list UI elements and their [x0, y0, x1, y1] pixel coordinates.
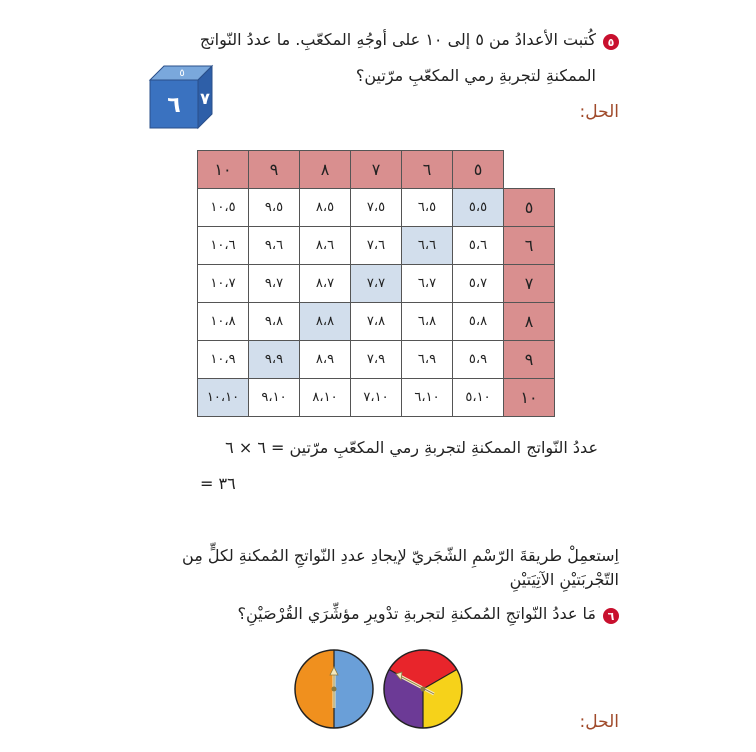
row-header: ٧	[504, 265, 555, 303]
outcome-cell: ٧،٨	[351, 303, 402, 341]
answer-equation-line-1: عددُ النّواتج الممكنةِ لتجربةِ رمي المكعّبِ مرّتين = ٦ × ٦	[225, 438, 598, 457]
row-header: ٦	[504, 227, 555, 265]
outcome-cell: ١٠،٨	[198, 303, 249, 341]
column-header: ١٠	[198, 151, 249, 189]
row-header: ٩	[504, 341, 555, 379]
die-front-face: ٦	[167, 93, 181, 118]
column-header: ٧	[351, 151, 402, 189]
question-6-text: مَا عددُ النّواتجِ المُمكنةِ لتجربةِ تدْويرِ مؤشِّرَي القُرْصَيْنِ؟	[237, 604, 596, 623]
outcome-cell: ٨،٦	[300, 227, 351, 265]
spinner-two-color	[293, 648, 375, 730]
outcomes-table	[197, 150, 555, 417]
column-header: ٩	[249, 151, 300, 189]
question-6-badge: ٦	[603, 608, 619, 624]
outcome-cell: ٩،٥	[249, 189, 300, 227]
table-header-row	[198, 151, 555, 189]
column-header: ٨	[300, 151, 351, 189]
corner-cell	[504, 151, 555, 189]
spinner-three-color	[382, 648, 464, 730]
outcome-cell: ٨،١٠	[300, 379, 351, 417]
outcome-cell: ٩،٨	[249, 303, 300, 341]
table-row	[198, 189, 555, 227]
die-top-face: ٥	[179, 68, 185, 79]
table-row	[198, 379, 555, 417]
outcome-cell: ٩،٧	[249, 265, 300, 303]
die-icon	[146, 64, 216, 130]
outcome-cell: ٦،٥	[402, 189, 453, 227]
spinner-left-blue-half	[334, 650, 373, 728]
outcome-cell: ٥،٩	[453, 341, 504, 379]
outcome-cell: ٧،٦	[351, 227, 402, 265]
outcome-cell: ٧،٥	[351, 189, 402, 227]
row-header: ٨	[504, 303, 555, 341]
outcome-cell: ٧،٩	[351, 341, 402, 379]
answer-equation-line-2: = ٣٦	[200, 474, 236, 493]
question-5-solution-label: الحل:	[579, 102, 619, 122]
table-row	[198, 341, 555, 379]
question-6-solution-label: الحل:	[579, 712, 619, 732]
outcome-cell: ٩،٦	[249, 227, 300, 265]
outcome-cell: ٧،١٠	[351, 379, 402, 417]
outcome-cell: ٨،٥	[300, 189, 351, 227]
outcome-cell: ٥،٦	[453, 227, 504, 265]
question-5-line-1: كُتبت الأعدادُ من ٥ إلى ١٠ على أوجُهِ المكعّبِ. ما عددُ النّواتج	[199, 30, 596, 49]
outcome-cell: ١٠،٦	[198, 227, 249, 265]
outcome-cell-double: ٨،٨	[300, 303, 351, 341]
outcome-cell: ٨،٧	[300, 265, 351, 303]
outcome-cell: ٨،٩	[300, 341, 351, 379]
outcome-cell-double: ١٠،١٠	[198, 379, 249, 417]
outcome-cell-double: ٧،٧	[351, 265, 402, 303]
table-row	[198, 265, 555, 303]
outcome-cell-double: ٥،٥	[453, 189, 504, 227]
table-row	[198, 227, 555, 265]
instruction-line-1: اِستعمِلْ طريقةَ الرّسْمِ الشّجَريّ لإيجادِ عددِ النّواتجِ المُمكنةِ لكلٍّ مِن	[182, 546, 619, 565]
table-row	[198, 303, 555, 341]
spinner-left-orange-half	[295, 650, 334, 728]
outcome-cell-double: ٦،٦	[402, 227, 453, 265]
row-header: ١٠	[504, 379, 555, 417]
outcome-cell: ٥،٨	[453, 303, 504, 341]
outcome-cell: ١٠،٧	[198, 265, 249, 303]
outcome-cell: ١٠،٩	[198, 341, 249, 379]
question-5-line-2: الممكنةِ لتجربةِ رمي المكعّبِ مرّتين؟	[355, 66, 596, 85]
question-5-badge: ٥	[603, 34, 619, 50]
outcome-cell: ٩،١٠	[249, 379, 300, 417]
column-header: ٥	[453, 151, 504, 189]
outcome-cell: ٥،٧	[453, 265, 504, 303]
instruction-line-2: التّجْربَتيْنِ الآتِيَتيْنِ	[509, 570, 619, 589]
outcome-cell: ٦،٩	[402, 341, 453, 379]
row-header: ٥	[504, 189, 555, 227]
outcome-cell-double: ٩،٩	[249, 341, 300, 379]
outcome-cell: ٦،٨	[402, 303, 453, 341]
die-side-face: ٧	[200, 89, 210, 108]
outcome-cell: ٦،١٠	[402, 379, 453, 417]
outcome-cell: ٦،٧	[402, 265, 453, 303]
column-header: ٦	[402, 151, 453, 189]
outcome-cell: ١٠،٥	[198, 189, 249, 227]
outcome-cell: ٥،١٠	[453, 379, 504, 417]
